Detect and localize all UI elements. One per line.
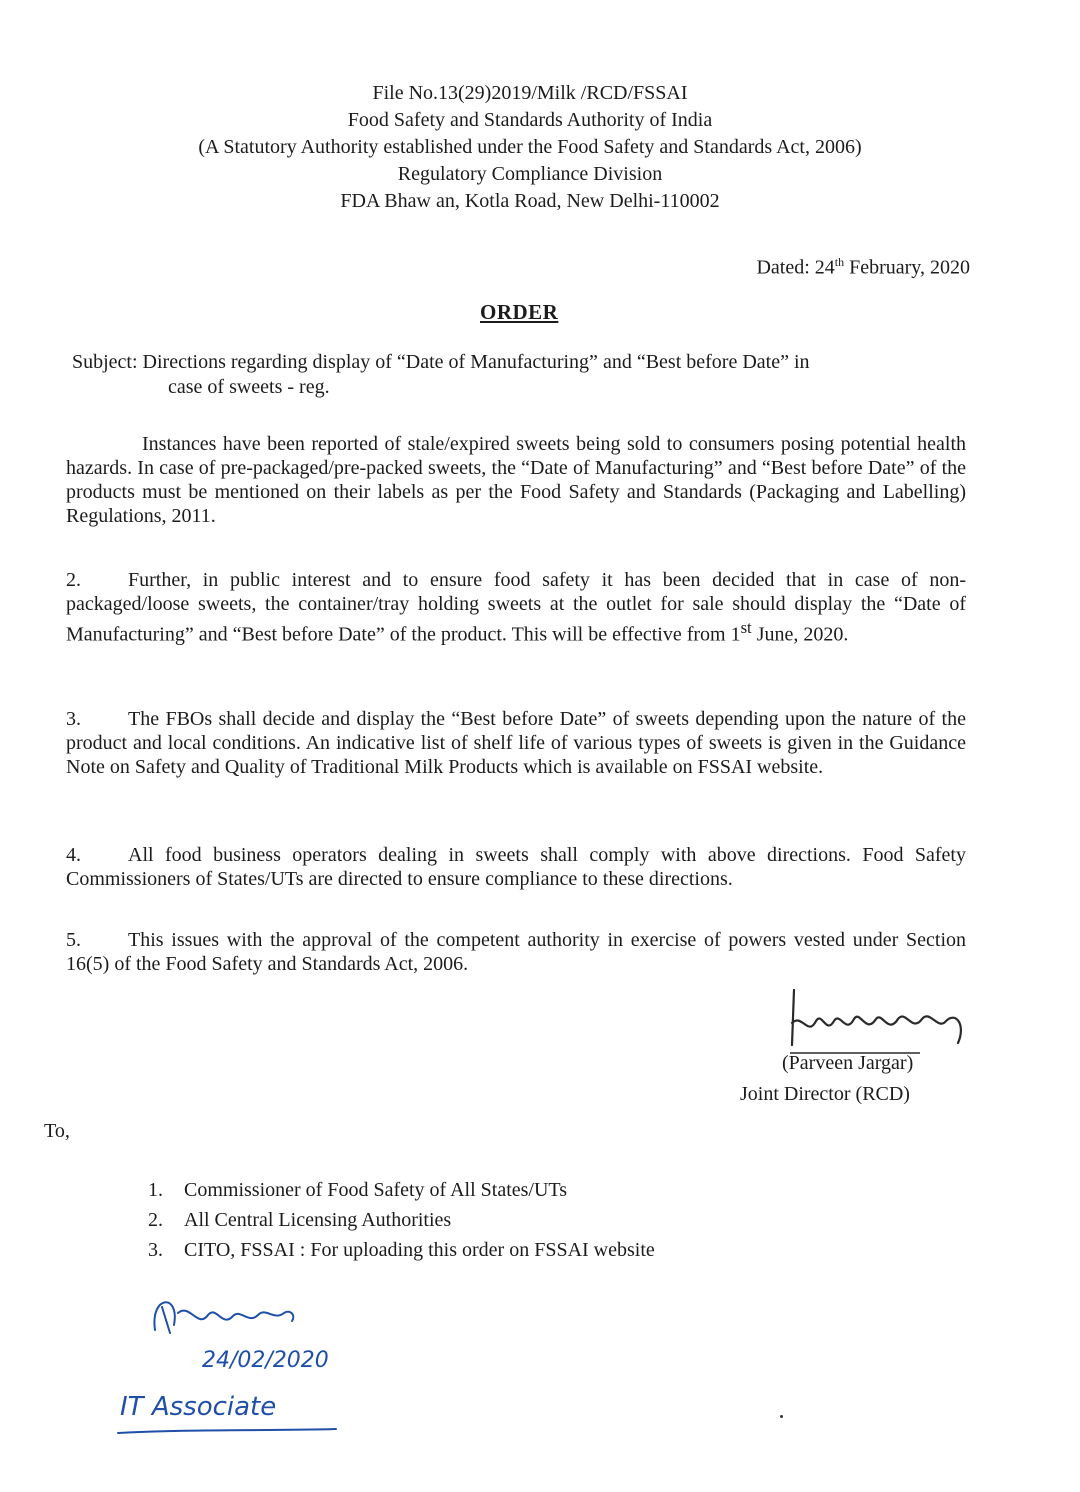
recipient-item	[148, 1175, 655, 1205]
recipient-item	[148, 1235, 655, 1265]
recipient-text: All Central Licensing Authorities	[184, 1209, 452, 1231]
to-label: To,	[44, 1120, 70, 1142]
signatory-designation: Joint Director (RCD)	[740, 1083, 910, 1105]
organization-name: Food Safety and Standards Authority of India	[347, 109, 713, 131]
letterhead	[100, 80, 960, 215]
subject-line	[72, 350, 972, 400]
paragraph-2-sup: st	[740, 618, 752, 637]
paragraph-2-text: Further, in public interest and to ensure food safety it has been decided that in case of non-packaged/loose sweets, the container/tray holding sweets at the outlet for sale should display the “Date of Manufacturing” and “Best before Date” of the product. This will be effective from 1	[66, 569, 966, 646]
handwritten-role: IT Associate	[120, 1392, 277, 1422]
date-line	[600, 255, 970, 280]
handwritten-date: 24/02/2020	[202, 1348, 329, 1373]
paragraph-2-text-end: June, 2020.	[751, 623, 849, 646]
paragraph-4	[66, 843, 966, 891]
recipient-item	[148, 1205, 655, 1235]
scan-speck	[780, 1415, 783, 1418]
recipient-text: Commissioner of Food Safety of All States/UTs	[184, 1179, 568, 1201]
paragraph-3-number: 3.	[66, 708, 81, 730]
subject-line-1: Subject: Directions regarding display of “Date of Manufacturing” and “Best before Date” in	[72, 351, 810, 373]
date-prefix: Dated: 24	[756, 256, 835, 279]
paragraph-1	[66, 432, 966, 528]
recipient-number: 1.	[148, 1179, 163, 1201]
paragraph-2-number: 2.	[66, 569, 81, 591]
subject-line-2: case of sweets - reg.	[168, 376, 330, 398]
address: FDA Bhaw an, Kotla Road, New Delhi-110002	[340, 190, 720, 212]
division-name: Regulatory Compliance Division	[397, 163, 663, 185]
paragraph-4-number: 4.	[66, 844, 81, 866]
paragraph-5-number: 5.	[66, 929, 81, 951]
signatory-name: (Parveen Jargar)	[782, 1052, 914, 1074]
paragraph-5-text: This issues with the approval of the competent authority in exercise of powers vested under Section 16(5) of the Food Safety and Standards Act, 2006.	[66, 929, 966, 975]
recipient-number: 3.	[148, 1239, 163, 1261]
signature-image	[780, 985, 980, 1060]
date-month-year: February, 2020	[844, 256, 970, 279]
paragraph-5	[66, 928, 966, 976]
recipient-list	[148, 1175, 655, 1265]
statutory-note: (A Statutory Authority established under the Food Safety and Standards Act, 2006)	[198, 136, 862, 158]
recipient-number: 2.	[148, 1209, 163, 1231]
recipient-text: CITO, FSSAI : For uploading this order on FSSAI website	[184, 1239, 655, 1261]
file-number: File No.13(29)2019/Milk /RCD/FSSAI	[372, 82, 688, 104]
date-suffix-sup: th	[834, 255, 845, 269]
paragraph-1-text: Instances have been reported of stale/expired sweets being sold to consumers posing potential health hazards. In case of pre-packaged/pre-packed sweets, the “Date of Manufacturing” and “Best before Date” of the products must be mentioned on their labels as per the Food Safety and Standards (Packaging and Labelling) Regulations, 2011.	[66, 433, 966, 527]
paragraph-3-text: The FBOs shall decide and display the “Best before Date” of sweets depending upon the nature of the product and local conditions. An indicative list of shelf life of various types of sweets is given in the Guidance Note on Safety and Quality of Traditional Milk Products which is available on FSSAI website.	[66, 708, 966, 778]
paragraph-4-text: All food business operators dealing in sweets shall comply with above directions. Food Safety Commissioners of States/UTs are directed to ensure compliance to these directions.	[66, 844, 966, 890]
handwritten-acknowledgement	[110, 1285, 370, 1445]
order-title: ORDER	[480, 300, 559, 324]
paragraph-2	[66, 568, 966, 647]
paragraph-3	[66, 707, 966, 779]
